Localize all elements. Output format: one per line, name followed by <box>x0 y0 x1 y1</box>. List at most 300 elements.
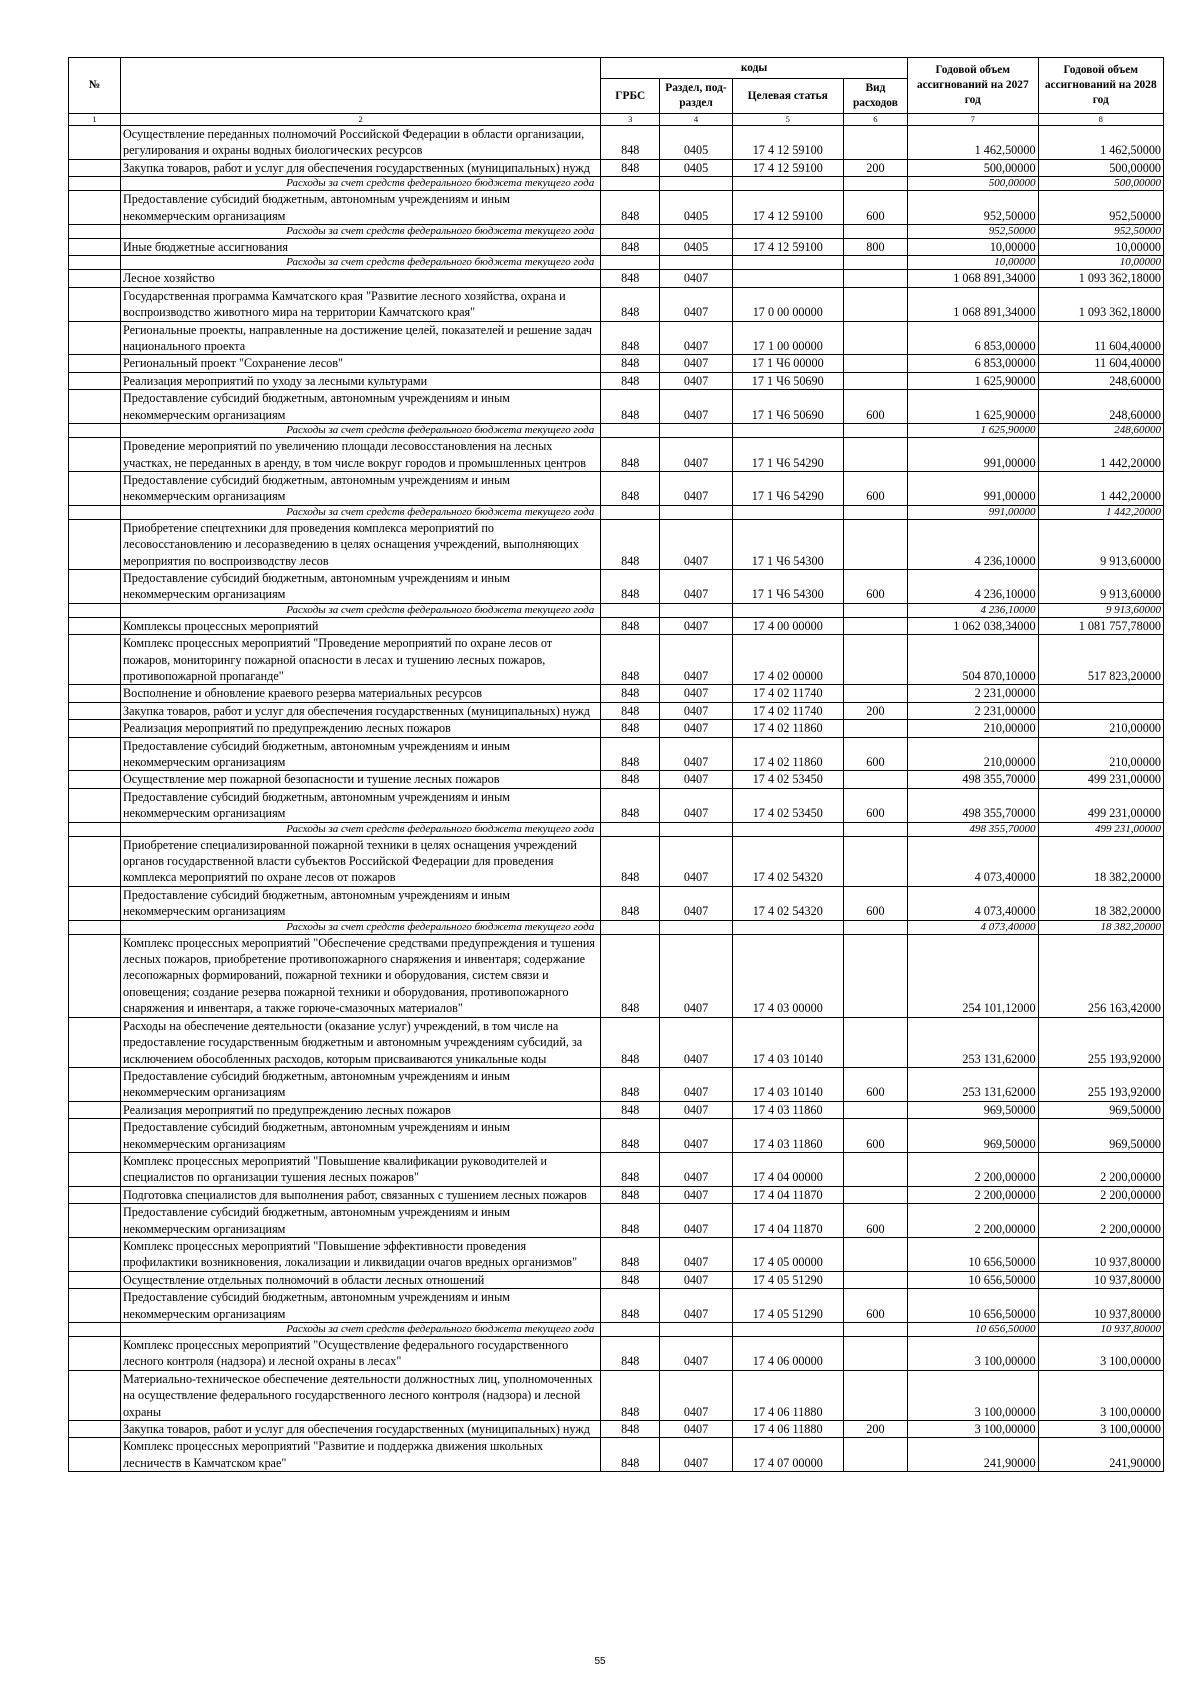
target-article-cell: 17 4 12 59100 <box>732 159 843 176</box>
target-article-cell: 17 4 04 11870 <box>732 1204 843 1238</box>
column-number: 3 <box>601 114 660 126</box>
amount-2027-cell: 1 068 891,34000 <box>908 270 1039 287</box>
header-grbs: ГРБС <box>601 79 660 114</box>
amount-2027-cell: 498 355,70000 <box>908 771 1039 788</box>
expense-name-cell: Материально-техническое обеспечение деятельности должностных лиц, уполномоченных на осуществление федерального государственного лесного контроля (надзора) и лесной охраны <box>120 1370 600 1420</box>
target-article-cell <box>732 1323 843 1337</box>
expense-name-cell: Предоставление субсидий бюджетным, автономным учреждениям и иным некоммерческим организациям <box>120 1289 600 1323</box>
grbs-cell <box>601 256 660 270</box>
amount-2028-cell: 500,00000 <box>1038 159 1163 176</box>
amount-2027-cell: 500,00000 <box>908 177 1039 191</box>
table-row <box>69 239 1164 256</box>
grbs-cell: 848 <box>601 1271 660 1288</box>
grbs-cell: 848 <box>601 1067 660 1101</box>
target-article-cell: 17 4 03 10140 <box>732 1017 843 1067</box>
table-row <box>69 788 1164 822</box>
amount-2027-cell: 504 870,10000 <box>908 635 1039 685</box>
table-row <box>69 519 1164 569</box>
section-cell <box>660 920 732 934</box>
amount-2028-cell: 1 442,20000 <box>1038 438 1163 472</box>
expense-type-cell <box>843 771 907 788</box>
row-number-cell <box>69 270 121 287</box>
expense-name-cell: Предоставление субсидий бюджетным, автономным учреждениям и иным некоммерческим организациям <box>120 1067 600 1101</box>
amount-2027-cell: 6 853,00000 <box>908 321 1039 355</box>
expense-name-cell: Осуществление отдельных полномочий в области лесных отношений <box>120 1271 600 1288</box>
expense-type-cell <box>843 1438 907 1472</box>
amount-2027-cell: 10 656,50000 <box>908 1323 1039 1337</box>
grbs-cell: 848 <box>601 159 660 176</box>
expense-name-cell: Предоставление субсидий бюджетным, автономным учреждениям и иным некоммерческим организациям <box>120 191 600 225</box>
amount-2027-cell: 500,00000 <box>908 159 1039 176</box>
amount-2027-cell: 10,00000 <box>908 256 1039 270</box>
table-row <box>69 270 1164 287</box>
target-article-cell <box>732 920 843 934</box>
grbs-cell: 848 <box>601 1370 660 1420</box>
expense-type-cell <box>843 934 907 1017</box>
expense-name-cell: Предоставление субсидий бюджетным, автономным учреждениям и иным некоммерческим организациям <box>120 471 600 505</box>
section-cell <box>660 822 732 836</box>
amount-2028-cell: 18 382,20000 <box>1038 920 1163 934</box>
grbs-cell: 848 <box>601 635 660 685</box>
grbs-cell: 848 <box>601 1017 660 1067</box>
section-cell: 0407 <box>660 287 732 321</box>
expense-type-cell: 200 <box>843 702 907 719</box>
section-cell: 0407 <box>660 321 732 355</box>
row-number-cell <box>69 1438 121 1472</box>
amount-2028-cell: 3 100,00000 <box>1038 1337 1163 1371</box>
amount-2028-cell: 248,60000 <box>1038 424 1163 438</box>
section-cell: 0407 <box>660 270 732 287</box>
expense-type-cell: 600 <box>843 191 907 225</box>
table-row <box>69 635 1164 685</box>
expense-type-cell: 600 <box>843 1119 907 1153</box>
section-cell: 0407 <box>660 617 732 634</box>
expense-type-cell <box>843 505 907 519</box>
grbs-cell: 848 <box>601 1101 660 1118</box>
target-article-cell: 17 4 03 10140 <box>732 1067 843 1101</box>
amount-2027-cell: 210,00000 <box>908 737 1039 771</box>
section-cell: 0407 <box>660 471 732 505</box>
expense-name-cell: Расходы на обеспечение деятельности (оказание услуг) учреждений, в том числе на предоставление государственным бюджетным и автономным учреждениям субсидий, за исключением обособленных расходов, которым присваиваются уникальные коды <box>120 1017 600 1067</box>
expense-name-cell: Расходы за счет средств федерального бюджета текущего года <box>120 920 600 934</box>
amount-2028-cell: 9 913,60000 <box>1038 519 1163 569</box>
expense-type-cell: 600 <box>843 471 907 505</box>
table-row <box>69 737 1164 771</box>
section-cell <box>660 225 732 239</box>
target-article-cell: 17 0 00 00000 <box>732 287 843 321</box>
amount-2028-cell: 248,60000 <box>1038 390 1163 424</box>
expense-type-cell <box>843 720 907 737</box>
expense-type-cell <box>843 685 907 702</box>
expense-type-cell <box>843 287 907 321</box>
target-article-cell: 17 1 Ч6 50690 <box>732 372 843 389</box>
header-amount-2028: Годовой объем ассигнований на 2028 год <box>1038 58 1163 114</box>
expense-type-cell: 200 <box>843 159 907 176</box>
table-row <box>69 390 1164 424</box>
header-target: Целевая статья <box>732 79 843 114</box>
table-row <box>69 934 1164 1017</box>
target-article-cell <box>732 256 843 270</box>
expense-type-cell <box>843 836 907 886</box>
grbs-cell: 848 <box>601 1237 660 1271</box>
table-row <box>69 685 1164 702</box>
grbs-cell: 848 <box>601 239 660 256</box>
expense-type-cell: 800 <box>843 239 907 256</box>
expense-name-cell: Комплекс процессных мероприятий "Повышение квалификации руководителей и специалистов по организации тушения лесных пожаров" <box>120 1152 600 1186</box>
amount-2028-cell: 18 382,20000 <box>1038 836 1163 886</box>
target-article-cell: 17 1 Ч6 54300 <box>732 569 843 603</box>
grbs-cell: 848 <box>601 1204 660 1238</box>
table-row <box>69 438 1164 472</box>
amount-2028-cell: 1 442,20000 <box>1038 505 1163 519</box>
amount-2027-cell: 3 100,00000 <box>908 1421 1039 1438</box>
amount-2028-cell: 18 382,20000 <box>1038 886 1163 920</box>
row-number-cell <box>69 372 121 389</box>
expense-type-cell <box>843 256 907 270</box>
row-number-cell <box>69 836 121 886</box>
grbs-cell <box>601 225 660 239</box>
amount-2028-cell: 1 081 757,78000 <box>1038 617 1163 634</box>
section-cell: 0407 <box>660 1186 732 1203</box>
grbs-cell <box>601 1323 660 1337</box>
expense-type-cell <box>843 1237 907 1271</box>
expense-type-cell <box>843 321 907 355</box>
target-article-cell: 17 4 12 59100 <box>732 126 843 160</box>
section-cell: 0407 <box>660 934 732 1017</box>
target-article-cell: 17 1 Ч6 54290 <box>732 438 843 472</box>
grbs-cell: 848 <box>601 1289 660 1323</box>
section-cell: 0405 <box>660 159 732 176</box>
amount-2027-cell: 498 355,70000 <box>908 788 1039 822</box>
expense-name-cell: Расходы за счет средств федерального бюджета текущего года <box>120 603 600 617</box>
section-cell: 0407 <box>660 438 732 472</box>
expense-type-cell <box>843 1152 907 1186</box>
row-number-cell <box>69 471 121 505</box>
table-row <box>69 1119 1164 1153</box>
target-article-cell: 17 4 12 59100 <box>732 191 843 225</box>
table-row <box>69 1337 1164 1371</box>
row-number-cell <box>69 1237 121 1271</box>
target-article-cell: 17 1 Ч6 00000 <box>732 355 843 372</box>
amount-2028-cell: 9 913,60000 <box>1038 603 1163 617</box>
row-number-cell <box>69 569 121 603</box>
expense-name-cell: Предоставление субсидий бюджетным, автономным учреждениям и иным некоммерческим организациям <box>120 569 600 603</box>
target-article-cell: 17 4 00 00000 <box>732 617 843 634</box>
grbs-cell: 848 <box>601 886 660 920</box>
grbs-cell: 848 <box>601 788 660 822</box>
header-codes: коды <box>601 58 908 79</box>
table-row <box>69 1204 1164 1238</box>
expense-type-cell <box>843 519 907 569</box>
expense-name-cell: Подготовка специалистов для выполнения работ, связанных с тушением лесных пожаров <box>120 1186 600 1203</box>
grbs-cell: 848 <box>601 355 660 372</box>
amount-2028-cell: 517 823,20000 <box>1038 635 1163 685</box>
grbs-cell: 848 <box>601 720 660 737</box>
expense-name-cell: Расходы за счет средств федерального бюджета текущего года <box>120 225 600 239</box>
section-cell: 0407 <box>660 635 732 685</box>
expense-name-cell: Предоставление субсидий бюджетным, автономным учреждениям и иным некоммерческим организациям <box>120 886 600 920</box>
table-row <box>69 617 1164 634</box>
table-row <box>69 1421 1164 1438</box>
expense-type-cell: 200 <box>843 1421 907 1438</box>
amount-2027-cell: 498 355,70000 <box>908 822 1039 836</box>
amount-2028-cell: 210,00000 <box>1038 720 1163 737</box>
expense-name-cell: Реализация мероприятий по предупреждению лесных пожаров <box>120 1101 600 1118</box>
expense-name-cell: Расходы за счет средств федерального бюджета текущего года <box>120 505 600 519</box>
expense-type-cell <box>843 1323 907 1337</box>
table-row <box>69 1101 1164 1118</box>
table-row <box>69 1438 1164 1472</box>
grbs-cell: 848 <box>601 569 660 603</box>
grbs-cell: 848 <box>601 321 660 355</box>
grbs-cell: 848 <box>601 390 660 424</box>
amount-2028-cell: 10,00000 <box>1038 239 1163 256</box>
section-cell: 0407 <box>660 1067 732 1101</box>
section-cell: 0407 <box>660 685 732 702</box>
amount-2028-cell: 248,60000 <box>1038 372 1163 389</box>
grbs-cell: 848 <box>601 617 660 634</box>
table-row <box>69 1289 1164 1323</box>
row-number-cell <box>69 1101 121 1118</box>
row-number-cell <box>69 355 121 372</box>
target-article-cell: 17 4 02 00000 <box>732 635 843 685</box>
grbs-cell: 848 <box>601 372 660 389</box>
row-number-cell <box>69 702 121 719</box>
federal-funds-note-row <box>69 177 1164 191</box>
header-name <box>120 58 600 114</box>
expense-name-cell: Приобретение специализированной пожарной техники в целях оснащения учреждений органов государственной власти субъектов Российской Федерации для проведения комплекса мероприятий по охране лесов от пожаров <box>120 836 600 886</box>
expense-type-cell <box>843 225 907 239</box>
row-number-cell <box>69 321 121 355</box>
row-number-cell <box>69 1152 121 1186</box>
column-number: 5 <box>732 114 843 126</box>
amount-2028-cell: 11 604,40000 <box>1038 355 1163 372</box>
grbs-cell: 848 <box>601 1421 660 1438</box>
section-cell: 0407 <box>660 1204 732 1238</box>
expense-name-cell: Закупка товаров, работ и услуг для обеспечения государственных (муниципальных) нужд <box>120 159 600 176</box>
amount-2028-cell: 210,00000 <box>1038 737 1163 771</box>
amount-2027-cell: 3 100,00000 <box>908 1370 1039 1420</box>
expense-type-cell <box>843 177 907 191</box>
expense-type-cell <box>843 372 907 389</box>
amount-2027-cell: 1 625,90000 <box>908 390 1039 424</box>
grbs-cell <box>601 424 660 438</box>
grbs-cell: 848 <box>601 438 660 472</box>
expense-type-cell <box>843 1186 907 1203</box>
amount-2027-cell: 2 231,00000 <box>908 702 1039 719</box>
expense-type-cell <box>843 355 907 372</box>
row-number-cell <box>69 256 121 270</box>
expense-type-cell <box>843 635 907 685</box>
expense-name-cell: Предоставление субсидий бюджетным, автономным учреждениям и иным некоммерческим организациям <box>120 1204 600 1238</box>
section-cell: 0407 <box>660 788 732 822</box>
row-number-cell <box>69 886 121 920</box>
column-number: 7 <box>908 114 1039 126</box>
section-cell <box>660 1323 732 1337</box>
amount-2028-cell <box>1038 685 1163 702</box>
row-number-cell <box>69 737 121 771</box>
grbs-cell: 848 <box>601 836 660 886</box>
amount-2027-cell: 1 068 891,34000 <box>908 287 1039 321</box>
expense-name-cell: Предоставление субсидий бюджетным, автономным учреждениям и иным некоммерческим организациям <box>120 737 600 771</box>
budget-allocation-table <box>68 57 1164 1472</box>
amount-2027-cell: 253 131,62000 <box>908 1017 1039 1067</box>
amount-2027-cell: 1 062 038,34000 <box>908 617 1039 634</box>
section-cell <box>660 177 732 191</box>
amount-2028-cell <box>1038 702 1163 719</box>
expense-name-cell: Комплексы процессных мероприятий <box>120 617 600 634</box>
amount-2027-cell: 1 625,90000 <box>908 372 1039 389</box>
amount-2027-cell: 2 200,00000 <box>908 1152 1039 1186</box>
section-cell: 0407 <box>660 519 732 569</box>
expense-type-cell: 600 <box>843 886 907 920</box>
table-row <box>69 771 1164 788</box>
row-number-cell <box>69 1323 121 1337</box>
expense-name-cell: Иные бюджетные ассигнования <box>120 239 600 256</box>
grbs-cell <box>601 177 660 191</box>
row-number-cell <box>69 1204 121 1238</box>
expense-name-cell: Осуществление переданных полномочий Российской Федерации в области организации, регулирования и охраны водных биологических ресурсов <box>120 126 600 160</box>
column-number: 1 <box>69 114 121 126</box>
table-row <box>69 1067 1164 1101</box>
row-number-cell <box>69 1337 121 1371</box>
amount-2027-cell: 3 100,00000 <box>908 1337 1039 1371</box>
amount-2027-cell: 4 236,10000 <box>908 603 1039 617</box>
section-cell <box>660 505 732 519</box>
amount-2027-cell: 2 200,00000 <box>908 1186 1039 1203</box>
amount-2028-cell: 1 093 362,18000 <box>1038 270 1163 287</box>
grbs-cell: 848 <box>601 191 660 225</box>
grbs-cell: 848 <box>601 1186 660 1203</box>
table-row <box>69 836 1164 886</box>
row-number-cell <box>69 424 121 438</box>
target-article-cell: 17 1 00 00000 <box>732 321 843 355</box>
expense-type-cell <box>843 1370 907 1420</box>
amount-2027-cell: 210,00000 <box>908 720 1039 737</box>
amount-2027-cell: 4 073,40000 <box>908 920 1039 934</box>
row-number-cell <box>69 159 121 176</box>
federal-funds-note-row <box>69 1323 1164 1337</box>
target-article-cell: 17 4 03 11860 <box>732 1101 843 1118</box>
expense-name-cell: Региональный проект "Сохранение лесов" <box>120 355 600 372</box>
expense-name-cell: Расходы за счет средств федерального бюджета текущего года <box>120 1323 600 1337</box>
target-article-cell: 17 1 Ч6 50690 <box>732 390 843 424</box>
amount-2028-cell: 255 193,92000 <box>1038 1017 1163 1067</box>
amount-2028-cell: 9 913,60000 <box>1038 569 1163 603</box>
amount-2028-cell: 952,50000 <box>1038 225 1163 239</box>
section-cell: 0407 <box>660 1152 732 1186</box>
section-cell: 0407 <box>660 737 732 771</box>
row-number-cell <box>69 1289 121 1323</box>
row-number-cell <box>69 177 121 191</box>
amount-2027-cell: 10 656,50000 <box>908 1271 1039 1288</box>
expense-name-cell: Расходы за счет средств федерального бюджета текущего года <box>120 256 600 270</box>
amount-2028-cell: 10 937,80000 <box>1038 1237 1163 1271</box>
expense-name-cell: Проведение мероприятий по увеличению площади лесовосстановления на лесных участках, не переданных в аренду, в том числе вокруг городов и промышленных центров <box>120 438 600 472</box>
amount-2027-cell: 254 101,12000 <box>908 934 1039 1017</box>
amount-2028-cell: 10 937,80000 <box>1038 1323 1163 1337</box>
federal-funds-note-row <box>69 256 1164 270</box>
column-number: 6 <box>843 114 907 126</box>
amount-2028-cell: 1 462,50000 <box>1038 126 1163 160</box>
table-row <box>69 159 1164 176</box>
amount-2027-cell: 991,00000 <box>908 505 1039 519</box>
grbs-cell: 848 <box>601 270 660 287</box>
amount-2027-cell: 4 073,40000 <box>908 836 1039 886</box>
row-number-cell <box>69 1421 121 1438</box>
section-cell: 0407 <box>660 569 732 603</box>
grbs-cell: 848 <box>601 685 660 702</box>
expense-name-cell: Реализация мероприятий по уходу за лесными культурами <box>120 372 600 389</box>
expense-type-cell: 600 <box>843 737 907 771</box>
target-article-cell <box>732 822 843 836</box>
table-row <box>69 1152 1164 1186</box>
row-number-cell <box>69 239 121 256</box>
amount-2027-cell: 241,90000 <box>908 1438 1039 1472</box>
row-number-cell <box>69 1271 121 1288</box>
target-article-cell: 17 4 12 59100 <box>732 239 843 256</box>
amount-2028-cell: 3 100,00000 <box>1038 1370 1163 1420</box>
expense-type-cell: 600 <box>843 788 907 822</box>
amount-2028-cell: 3 100,00000 <box>1038 1421 1163 1438</box>
table-row <box>69 569 1164 603</box>
table-row <box>69 126 1164 160</box>
grbs-cell: 848 <box>601 126 660 160</box>
amount-2028-cell: 10 937,80000 <box>1038 1271 1163 1288</box>
amount-2028-cell: 1 093 362,18000 <box>1038 287 1163 321</box>
table-row <box>69 1370 1164 1420</box>
amount-2028-cell: 10,00000 <box>1038 256 1163 270</box>
amount-2028-cell: 2 200,00000 <box>1038 1152 1163 1186</box>
amount-2028-cell: 969,50000 <box>1038 1101 1163 1118</box>
row-number-cell <box>69 126 121 160</box>
section-cell: 0407 <box>660 1421 732 1438</box>
table-row <box>69 702 1164 719</box>
target-article-cell: 17 1 Ч6 54300 <box>732 519 843 569</box>
section-cell: 0407 <box>660 1370 732 1420</box>
expense-name-cell: Приобретение спецтехники для проведения комплекса мероприятий по лесовосстановлению и лесоразведению в целях оснащения учреждений, выполняющих мероприятия по воспроизводству лесов <box>120 519 600 569</box>
expense-name-cell: Закупка товаров, работ и услуг для обеспечения государственных (муниципальных) нужд <box>120 1421 600 1438</box>
target-article-cell: 17 1 Ч6 54290 <box>732 471 843 505</box>
row-number-cell <box>69 934 121 1017</box>
amount-2028-cell: 256 163,42000 <box>1038 934 1163 1017</box>
section-cell: 0407 <box>660 771 732 788</box>
target-article-cell <box>732 225 843 239</box>
column-numbers-row <box>69 114 1164 126</box>
grbs-cell: 848 <box>601 471 660 505</box>
table-row <box>69 886 1164 920</box>
grbs-cell: 848 <box>601 1337 660 1371</box>
section-cell: 0407 <box>660 886 732 920</box>
section-cell: 0407 <box>660 1119 732 1153</box>
expense-name-cell: Региональные проекты, направленные на достижение целей, показателей и решение задач национального проекта <box>120 321 600 355</box>
row-number-cell <box>69 287 121 321</box>
expense-type-cell <box>843 1271 907 1288</box>
expense-name-cell: Реализация мероприятий по предупреждению лесных пожаров <box>120 720 600 737</box>
expense-type-cell: 600 <box>843 390 907 424</box>
expense-name-cell: Комплекс процессных мероприятий "Повышение эффективности проведения профилактики возникновения, локализации и ликвидации очагов вредных организмов" <box>120 1237 600 1271</box>
table-row <box>69 1186 1164 1203</box>
target-article-cell: 17 4 05 51290 <box>732 1289 843 1323</box>
section-cell <box>660 256 732 270</box>
amount-2028-cell: 1 442,20000 <box>1038 471 1163 505</box>
target-article-cell: 17 4 05 51290 <box>732 1271 843 1288</box>
row-number-cell <box>69 1067 121 1101</box>
row-number-cell <box>69 519 121 569</box>
expense-name-cell: Расходы за счет средств федерального бюджета текущего года <box>120 177 600 191</box>
target-article-cell: 17 4 03 00000 <box>732 934 843 1017</box>
amount-2027-cell: 991,00000 <box>908 438 1039 472</box>
